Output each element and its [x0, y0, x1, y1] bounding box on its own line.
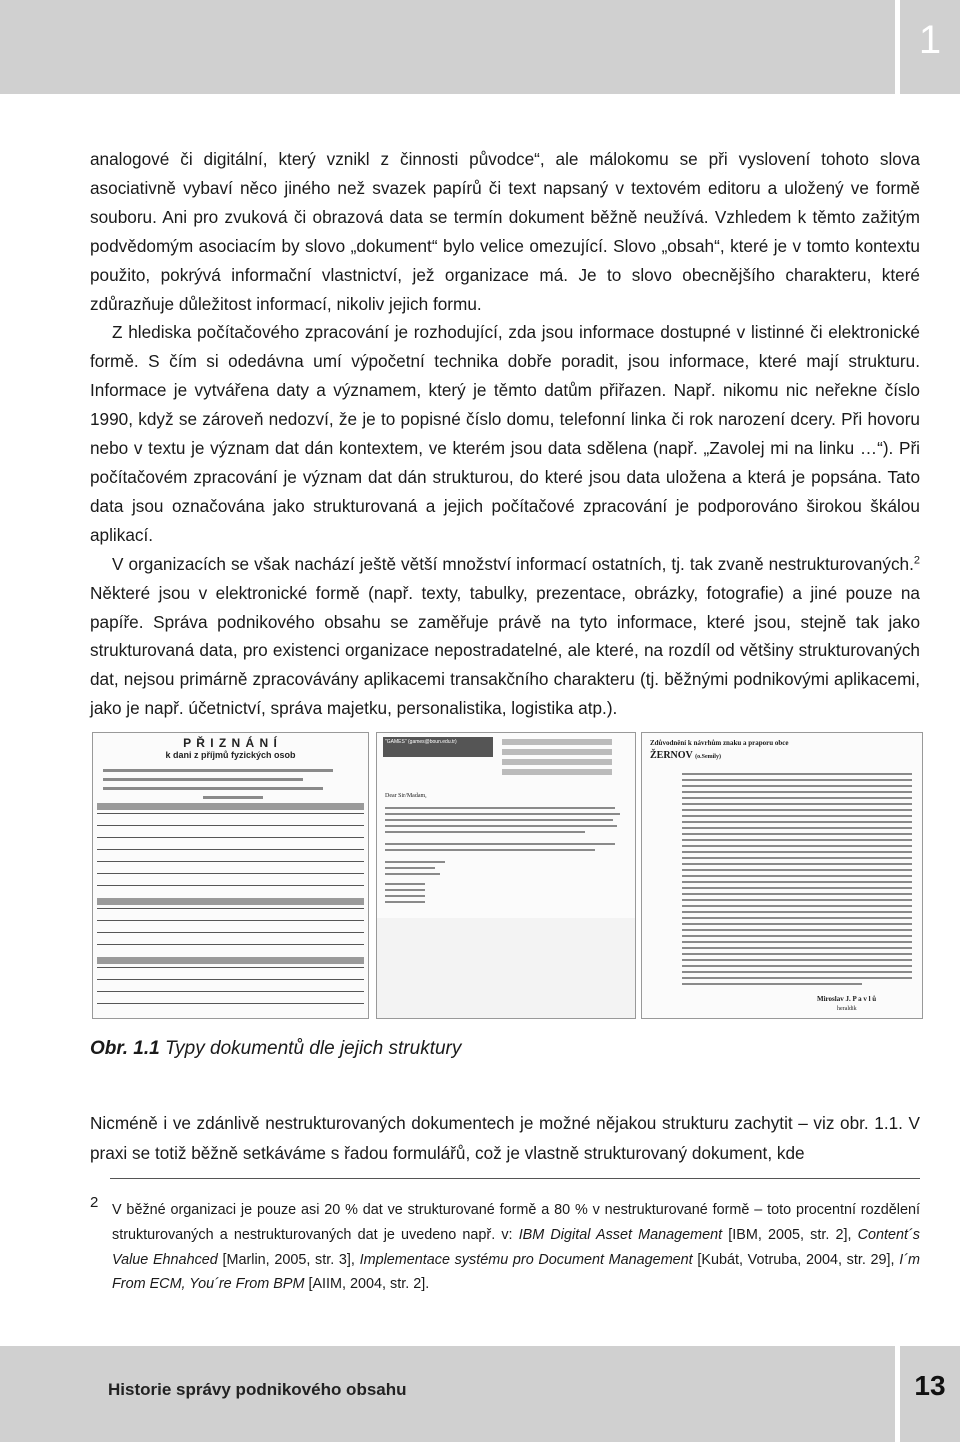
- doc-line: [682, 911, 912, 913]
- letter-line: [385, 825, 617, 827]
- form-line: [103, 778, 303, 781]
- doc-line: [682, 977, 912, 979]
- doc-line: [682, 851, 912, 853]
- letter-line: [385, 807, 615, 809]
- email-field: [502, 739, 612, 745]
- doc-line: [682, 833, 912, 835]
- village-document-image: [641, 732, 923, 1019]
- email-letter-image: [376, 732, 636, 1019]
- letter-line: [385, 813, 620, 815]
- letter-line: [385, 843, 615, 845]
- letter-line: [385, 889, 425, 891]
- header-bar: [0, 0, 895, 94]
- letter-line: [385, 895, 425, 897]
- form-row: [97, 885, 364, 898]
- doc-title: Zdůvodnění k návrhům znaku a praporu obce: [650, 739, 789, 747]
- email-field: [502, 759, 612, 765]
- main-text: [90, 145, 920, 723]
- form-row: [97, 944, 364, 957]
- letter-blank-area: [377, 918, 635, 1018]
- footnote-text: V běžné organizaci je pouze asi 20 % dat ve strukturované formě a 80 % v nestrukturované formě – toto procentní rozdělení strukturovaných a nestrukturovaných dat je uvedeno např. v: IBM Digital Asset Management [IBM, 2005, str. 2], Content´s Value Ehnahced [Marlin, 2005, str. 3], Implementace systému pro Document Management [Kubát, Votruba, 2004, str. 29], I´m From ECM, You´re From BPM [AIIM, 2004, str. 2].: [112, 1202, 920, 1293]
- doc-line: [682, 893, 912, 895]
- tax-form-image: [92, 732, 369, 1019]
- letter-greeting: Dear Sir/Madam,: [385, 793, 427, 799]
- footnote-rule: [110, 1178, 920, 1179]
- footnote-mark: 2: [90, 1194, 99, 1211]
- doc-line: [682, 875, 912, 877]
- paragraph-3-start: V organizacích se však nachází ještě větší množství informací ostatních, tj. tak zvaně nestrukturovaných.: [112, 553, 914, 574]
- doc-line: [682, 941, 912, 943]
- letter-line: [385, 873, 440, 875]
- paragraph-2: Z hlediska počítačového zpracování je rozhodující, zda jsou informace dostupné v listinné či elektronické formě. S čím si odedávna umí výpočetní technika dobře poradit, jsou informace, které mají strukturu. Informace je vytvářena daty a významem, který je těmto datům přiřazen. Např. nikomu nic neřekne číslo 1990, když se zároveň nedozví, že je to popisné číslo domu, telefonní linka či rok narození dcery. Při hovoru nebo v textu je význam dat dán kontextem, ve kterém jsou data sdělena (např. „Zavolej mi na linku …“). Při počítačovém zpracování je význam dat dán strukturou, do které jsou data uložena a která je popsána. Tato data jsou označována jako strukturovaná a jejich počítačové zpracování je podporováno širokou škálou aplikací.: [90, 322, 920, 545]
- footer-band: [0, 1346, 960, 1442]
- chapter-number: 1: [918, 18, 942, 62]
- doc-line: [682, 773, 912, 775]
- form-row: [97, 1003, 364, 1014]
- form-section-band: [97, 803, 364, 810]
- email-from: "GAMES" (games@boun.edu.tr): [385, 739, 457, 745]
- footnote-ref: 2: [913, 553, 920, 566]
- doc-signature: Miroslav J. P a v l ů: [817, 995, 877, 1003]
- doc-name: ŽERNOV (o.Semily): [650, 750, 721, 761]
- doc-line: [682, 785, 912, 787]
- paragraph-after-figure: Nicméně i ve zdánlivě nestrukturovaných dokumentech je možné nějakou strukturu zachytit – viz obr. 1.1. V praxi se totiž běžně setkáváme s řadou formulářů, což je vlastně strukturovaný dokument, kde: [90, 1113, 920, 1163]
- caption-text: Typy dokumentů dle jejich struktury: [159, 1038, 462, 1059]
- paragraph-3-rest: Některé jsou v elektronické formě (např. texty, tabulky, prezentace, obrázky, fotografie) a jiné pouze na papíře. Správa podnikového obsahu se zaměřuje právě na tyto informace, které jsou, stejně tak jako strukturovaná data, pro existenci organizace nepostradatelné, ale které, na rozdíl od většiny strukturovaných dat, nejsou primárně zpracovávány aplikacemi transakčního charakteru (tj. běžnými podnikovými aplikacemi, jako je např. účetnictví, správa majetku, personalistika, logistika atp.).: [90, 582, 920, 719]
- letter-line: [385, 867, 435, 869]
- form-subtitle: k dani z příjmů fyzických osob: [165, 750, 296, 760]
- doc-role: heraldik: [837, 1006, 857, 1012]
- paragraph-3: [90, 550, 920, 723]
- page-number: 13: [914, 1370, 946, 1401]
- figure-caption: [90, 1038, 461, 1060]
- email-field: [502, 769, 612, 775]
- doc-line: [682, 899, 912, 901]
- letter-line: [385, 861, 445, 863]
- doc-line: [682, 821, 912, 823]
- letter-line: [385, 901, 425, 903]
- letter-line: [385, 883, 425, 885]
- doc-line: [682, 779, 912, 781]
- header-band: [0, 0, 960, 94]
- doc-line: [682, 905, 912, 907]
- doc-line: [682, 959, 912, 961]
- footer-title: Historie správy podnikového obsahu: [108, 1380, 407, 1399]
- doc-line: [682, 845, 912, 847]
- doc-line: [682, 935, 912, 937]
- letter-line: [385, 819, 613, 821]
- doc-line: [682, 797, 912, 799]
- form-section-band: [97, 898, 364, 905]
- doc-line: [682, 857, 912, 859]
- form-line: [203, 796, 263, 799]
- doc-line: [682, 809, 912, 811]
- doc-line: [682, 971, 912, 973]
- doc-line: [682, 917, 912, 919]
- doc-line: [682, 815, 912, 817]
- doc-line: [682, 965, 912, 967]
- letter-line: [385, 849, 595, 851]
- letter-line: [385, 831, 585, 833]
- doc-line: [682, 827, 912, 829]
- doc-line: [682, 803, 912, 805]
- paragraph-1: analogové či digitální, který vznikl z činnosti původce“, ale málokomu se při vyslovení tohoto slova asociativně vybaví něco jiného než svazek papírů či text napsaný v textovém editoru a uložený ve formě souboru. Ani pro zvuková či obrazová data se termín dokument běžně neužívá. Vzhledem k těmto zažitým podvědomým asociacím by slovo „dokument“ bylo velice omezující. Slovo „obsah“, které je v tomto kontextu použito, pokrývá informační vlastnictví, jež organizace má. Je to slovo obecnějšího charakteru, které zdůrazňuje důležitost informací, nikoliv jejich formu.: [90, 149, 920, 314]
- doc-line: [682, 881, 912, 883]
- doc-line: [682, 869, 912, 871]
- doc-line: [682, 953, 912, 955]
- doc-line: [682, 947, 912, 949]
- doc-line: [682, 983, 862, 985]
- form-section-band: [97, 957, 364, 964]
- doc-line: [682, 923, 912, 925]
- doc-line: [682, 887, 912, 889]
- doc-line: [682, 929, 912, 931]
- email-header-box: [383, 737, 493, 757]
- doc-line: [682, 791, 912, 793]
- form-line: [103, 769, 333, 772]
- form-line: [103, 787, 323, 790]
- doc-line: [682, 863, 912, 865]
- form-title: P Ř I Z N Á N Í: [183, 736, 278, 750]
- email-field: [502, 749, 612, 755]
- caption-label: Obr. 1.1: [90, 1038, 160, 1059]
- doc-line: [682, 839, 912, 841]
